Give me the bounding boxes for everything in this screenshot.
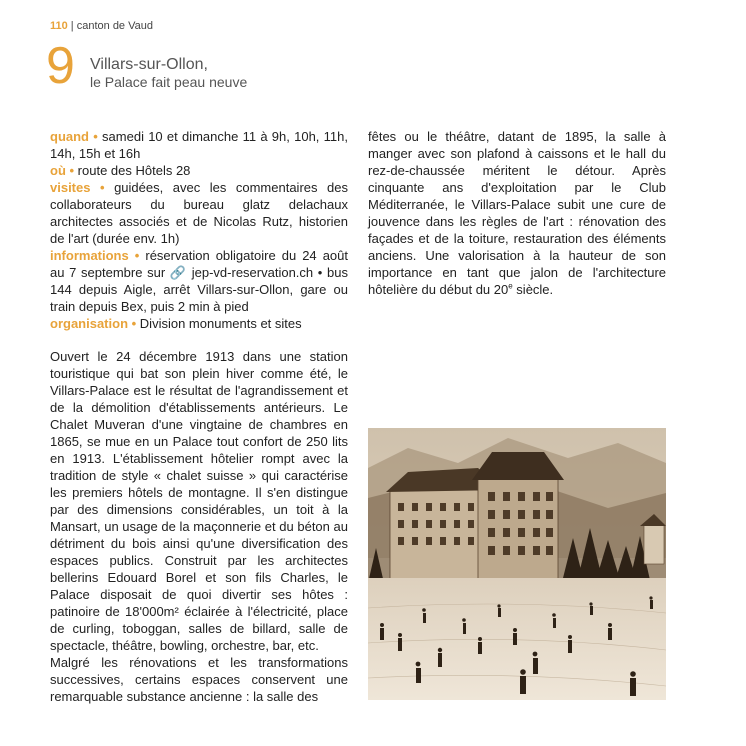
info-quand [50, 128, 348, 162]
entry-title: Villars-sur-Ollon, [90, 56, 208, 73]
info-visites [50, 179, 348, 247]
historic-photo [368, 428, 666, 700]
visites-text: guidées, avec les commentaires des collaborateurs du bureau glatz delachaux architectes associés et de Nicolas Rutz, historien de l'art (durée env. 1h) [50, 180, 348, 246]
sep-5: • [128, 316, 140, 331]
right-text-b: siècle. [512, 282, 554, 297]
entry-titles [90, 56, 247, 90]
body-paragraph-2: Malgré les rénovations et les transformations successives, certains espaces conservent une remarquable substance ancienne : la salle des [50, 655, 348, 704]
header-separator: | [67, 20, 77, 32]
entry-number: 9 [46, 37, 75, 95]
sep-3: • [90, 180, 115, 195]
quand-text: samedi 10 et dimanche 11 à 9h, 10h, 11h, 14h, 15h et 16h [50, 129, 349, 161]
section-name: canton de Vaud [76, 20, 153, 32]
body-text-right [368, 128, 666, 298]
photo-illustration [368, 428, 666, 700]
right-superscript: e [508, 281, 513, 291]
info-informations [50, 247, 348, 315]
page-header [50, 20, 153, 32]
palace-building [386, 452, 564, 588]
organisation-text: Division monuments et sites [139, 316, 302, 331]
page-number: 110 [50, 20, 68, 32]
ou-text: route des Hôtels 28 [77, 163, 191, 178]
info-organisation [50, 315, 348, 332]
organisation-label: organisation [50, 316, 129, 331]
photo-chalet [644, 524, 664, 564]
informations-text: réservation obligatoire du 24 août au 7 septembre sur 🔗 jep-vd-reservation.ch • bus 144 depuis Aigle, arrêt Villars-sur-Ollon, gare ou train depuis Bex, puis 2 min à pied [50, 248, 348, 314]
info-block [50, 128, 348, 332]
sep-1: • [89, 129, 103, 144]
ou-label: où [50, 163, 66, 178]
informations-label: informations [50, 248, 129, 263]
quand-label: quand [50, 129, 89, 144]
right-text-a: fêtes ou le théâtre, datant de 1895, la salle à manger avec son plafond à caissons et le hall du rez-de-chaussée méritent le détour. Après cinquante ans d'exploitation par le Club Méditerranée, le Villars-Palace subit une cure de jouvence dans les règles de l'art : rénovation des façades et de la toiture, restauration des éléments anciens. Une valorisation à la hauteur de son importance en tant que jalon de l'architecture hôtelière du début du 20 [368, 129, 666, 297]
info-ou [50, 162, 348, 179]
body-paragraph-1: Ouvert le 24 décembre 1913 dans une station touristique qui bat son plein hiver comme été, le Villars-Palace est le résultat de l'agrandissement et de la démolition d'établissements antérieurs. Le Chalet Muveran d'une vingtaine de chambres en 1865, se mue en un Palace tout confort de 250 lits en 1913. L'établissement hôtelier rompt avec la tradition de style « chalet suisse » qui caractérise les premiers hôtels de montagne. Il s'en distingue par des dimensions considérables, un toit à la Mansart, un usage de la maçonnerie et du béton au détriment du bois ainsi qu'une diversification des espaces publics. Construit par les architectes bellerins Edouard Borel et son fils Charles, le Palace disposait de quoi divertir ses hôtes : patinoire de 18'000m² éclairée à l'électricité, place de curling, toboggan, salles de billard, salle de spectacle, théâtre, bowling, orchestre, bar, etc. [50, 349, 348, 653]
entry-subtitle: le Palace fait peau neuve [90, 74, 248, 90]
right-paragraph [368, 128, 666, 298]
sep-4: • [128, 248, 146, 263]
sep-2: • [65, 163, 78, 178]
visites-label: visites [50, 180, 91, 195]
body-text-left [50, 348, 348, 705]
